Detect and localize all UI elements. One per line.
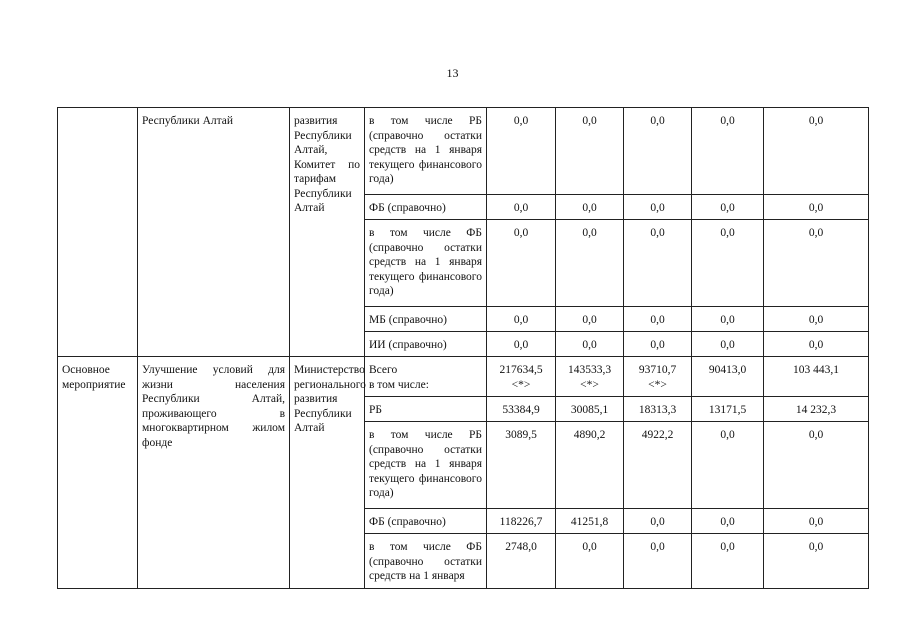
value-cell: [487, 357, 556, 397]
source-label-line: в том числе:: [369, 378, 429, 391]
source-label: в том числе РБ (справочно остатки средств на 1 января текущего финансового года): [365, 108, 487, 195]
page-number: 13: [446, 66, 459, 80]
source-label: ФБ (справочно): [365, 509, 487, 534]
value-cell: 0,0: [764, 422, 869, 509]
value-cell: 0,0: [556, 195, 624, 220]
footnote-mark: <*>: [648, 378, 667, 391]
value-cell: 53384,9: [487, 397, 556, 422]
type-cell: Основное мероприятие: [58, 357, 138, 589]
source-label: в том числе ФБ (справочно остатки средств на 1 января текущего финансового года): [365, 220, 487, 307]
value-cell: 0,0: [692, 307, 764, 332]
source-label: РБ: [365, 397, 487, 422]
value-number: 217634,5: [499, 364, 543, 376]
source-label: в том числе ФБ (справочно остатки средств на 1 января: [365, 534, 487, 589]
name-cell: Улучшение условий для жизни населения Республики Алтай, проживающего в многоквартирном жилом фонде: [138, 357, 290, 589]
source-label: МБ (справочно): [365, 307, 487, 332]
source-label: [365, 357, 487, 397]
source-label-line: Всего: [369, 364, 398, 376]
source-label: в том числе РБ (справочно остатки средств на 1 января текущего финансового года): [365, 422, 487, 509]
value-cell: 0,0: [624, 220, 692, 307]
value-cell: 0,0: [556, 108, 624, 195]
value-cell: 0,0: [692, 509, 764, 534]
value-cell: 118226,7: [487, 509, 556, 534]
value-cell: 0,0: [624, 307, 692, 332]
value-cell: 30085,1: [556, 397, 624, 422]
type-cell: [58, 108, 138, 357]
value-cell: 0,0: [624, 195, 692, 220]
value-cell: 3089,5: [487, 422, 556, 509]
value-cell: 41251,8: [556, 509, 624, 534]
value-cell: 0,0: [487, 195, 556, 220]
source-label: ИИ (справочно): [365, 332, 487, 357]
executor-cell: развития Республики Алтай, Комитет по тарифам Республики Алтай: [290, 108, 365, 357]
value-cell: [556, 357, 624, 397]
name-cell: Республики Алтай: [138, 108, 290, 357]
value-cell: 0,0: [764, 220, 869, 307]
value-cell: 13171,5: [692, 397, 764, 422]
table-row: [58, 108, 869, 195]
footnote-mark: <*>: [580, 378, 599, 391]
value-cell: 0,0: [487, 307, 556, 332]
value-cell: 0,0: [764, 108, 869, 195]
value-cell: 0,0: [692, 422, 764, 509]
value-cell: 0,0: [487, 108, 556, 195]
source-label: ФБ (справочно): [365, 195, 487, 220]
value-cell: 0,0: [764, 307, 869, 332]
value-cell: 0,0: [556, 332, 624, 357]
value-number: 93710,7: [638, 364, 677, 376]
value-cell: 0,0: [764, 195, 869, 220]
table-row: [58, 357, 869, 397]
value-cell: [624, 357, 692, 397]
value-cell: 18313,3: [624, 397, 692, 422]
value-cell: 0,0: [764, 534, 869, 589]
footnote-mark: <*>: [511, 378, 531, 391]
value-cell: 0,0: [556, 534, 624, 589]
value-number: 143533,3: [567, 364, 612, 376]
value-cell: 0,0: [624, 534, 692, 589]
value-cell: 0,0: [692, 534, 764, 589]
value-cell: 0,0: [624, 108, 692, 195]
value-cell: 0,0: [764, 509, 869, 534]
value-cell: 0,0: [692, 332, 764, 357]
value-cell: 0,0: [487, 332, 556, 357]
value-cell: 0,0: [692, 108, 764, 195]
value-cell: 0,0: [487, 220, 556, 307]
value-cell: 4922,2: [624, 422, 692, 509]
executor-cell: Министерство регионального развития Республики Алтай: [290, 357, 365, 589]
value-cell: 0,0: [692, 195, 764, 220]
value-cell: 0,0: [556, 220, 624, 307]
value-cell: 90413,0: [692, 357, 764, 397]
value-cell: 2748,0: [487, 534, 556, 589]
value-cell: 4890,2: [556, 422, 624, 509]
value-cell: 0,0: [624, 332, 692, 357]
value-cell: 0,0: [556, 307, 624, 332]
value-cell: 0,0: [692, 220, 764, 307]
value-cell: 103 443,1: [764, 357, 869, 397]
value-cell: 0,0: [764, 332, 869, 357]
budget-table: [57, 107, 869, 589]
value-cell: 0,0: [624, 509, 692, 534]
value-cell: 14 232,3: [764, 397, 869, 422]
